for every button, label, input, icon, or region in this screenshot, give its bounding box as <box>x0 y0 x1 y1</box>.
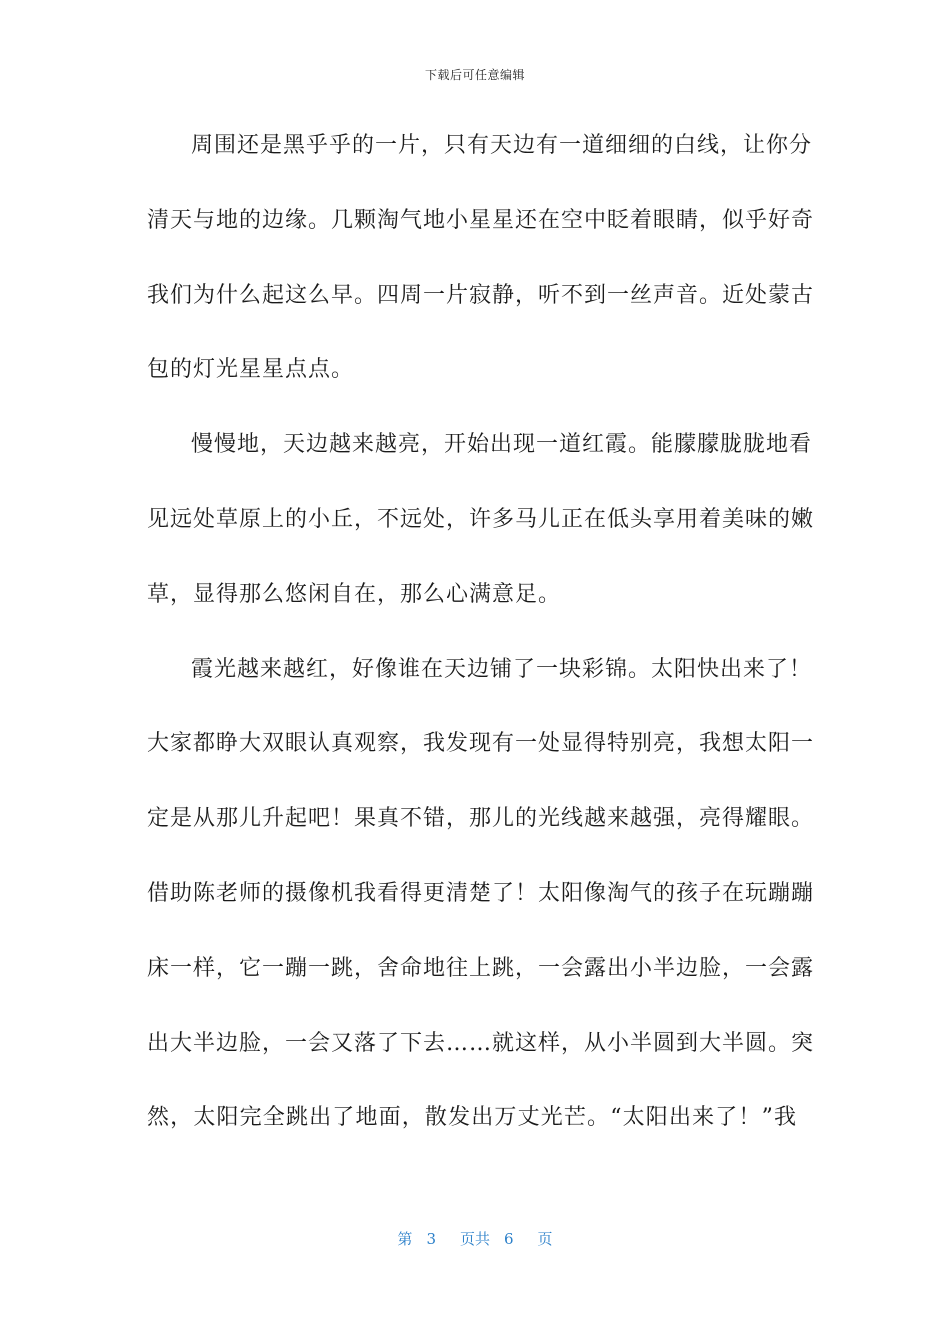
current-page-number: 3 <box>426 1230 436 1248</box>
footer-middle: 页共 <box>459 1230 490 1248</box>
text-line: 包的灯光星星点点。 <box>147 357 355 383</box>
text-line: 定是从那儿升起吧！果真不错，那儿的光线越来越强，亮得耀眼。 <box>147 806 815 832</box>
text-line: 慢慢地，天边越来越亮，开始出现一道红霞。能朦朦胧胧地看 <box>191 432 813 458</box>
text-line: 然，太阳完全跳出了地面，散发出万丈光芒。“太阳出来了！”我 <box>147 1105 797 1131</box>
footer-prefix: 第 <box>397 1230 413 1248</box>
text-line: 大家都睁大双眼认真观察，我发现有一处显得特别亮，我想太阳一 <box>147 731 815 757</box>
text-line: 借助陈老师的摄像机我看得更清楚了！太阳像淘气的孩子在玩蹦蹦 <box>147 880 815 906</box>
header-note: 下载后可任意编辑 <box>424 68 525 82</box>
text-line: 清天与地的边缘。几颗淘气地小星星还在空中眨着眼睛，似乎好奇 <box>147 207 815 233</box>
text-line: 出大半边脸，一会又落了下去……就这样，从小半圆到大半圆。突 <box>147 1030 815 1056</box>
text-line: 霞光越来越红，好像谁在天边铺了一块彩锦。太阳快出来了！ <box>191 656 813 682</box>
text-line: 床一样，它一蹦一跳，舍命地往上跳，一会露出小半边脸，一会露 <box>147 955 815 981</box>
text-line: 周围还是黑乎乎的一片，只有天边有一道细细的白线，让你分 <box>191 133 813 158</box>
document-body <box>147 124 815 1171</box>
text-line: 见远处草原上的小丘，不远处，许多马儿正在低头享用着美味的嫩 <box>147 506 815 532</box>
total-pages-number: 6 <box>504 1230 514 1248</box>
page-footer <box>0 1228 950 1249</box>
text-line: 草，显得那么悠闲自在，那么心满意足。 <box>147 581 562 607</box>
footer-suffix: 页 <box>537 1230 553 1248</box>
text-line: 我们为什么起这么早。四周一片寂静，听不到一丝声音。近处蒙古 <box>147 282 815 308</box>
